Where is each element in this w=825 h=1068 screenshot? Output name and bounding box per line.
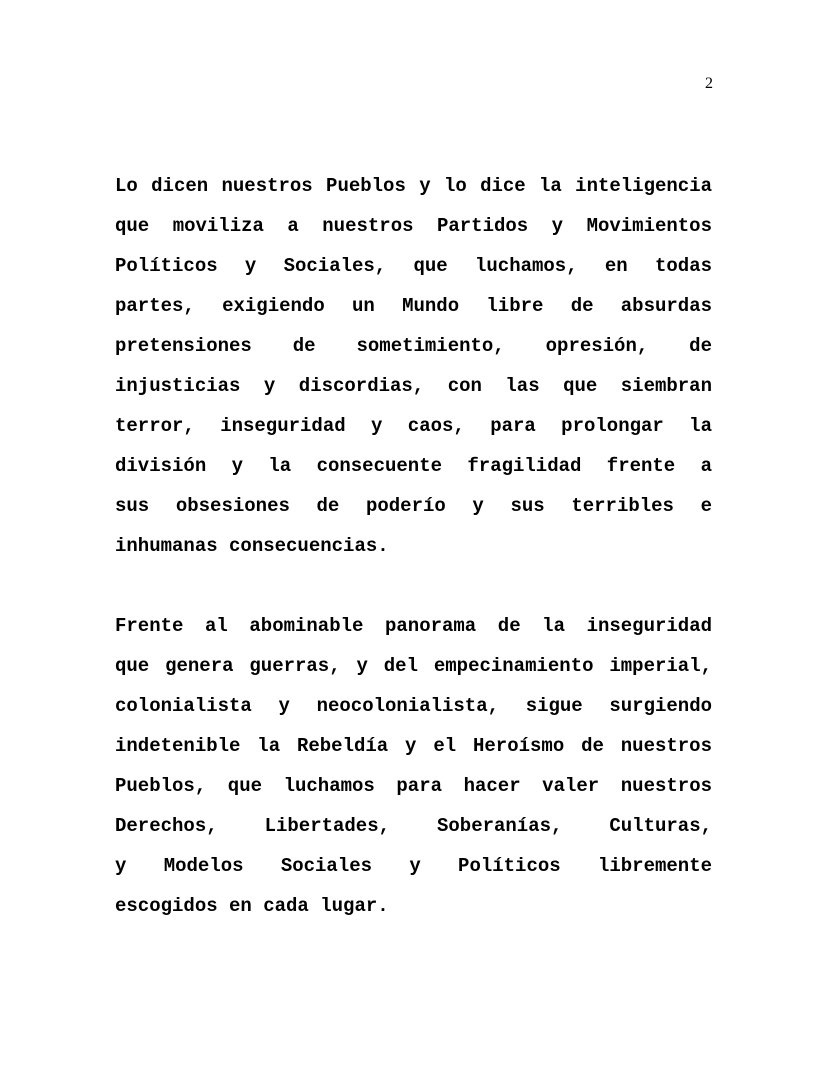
- paragraph-line: indetenible la Rebeldía y el Heroísmo de nuestros: [115, 735, 712, 757]
- paragraph-line: división y la consecuente fragilidad frente a: [115, 455, 712, 477]
- paragraph-line: terror, inseguridad y caos, para prolongar la: [115, 415, 712, 437]
- paragraph-line: y Modelos Sociales y Políticos libremente: [115, 855, 712, 877]
- paragraph-line: injusticias y discordias, con las que siembran: [115, 375, 712, 397]
- paragraph-line: que moviliza a nuestros Partidos y Movimientos: [115, 215, 712, 237]
- paragraph-line: que genera guerras, y del empecinamiento imperial,: [115, 655, 712, 677]
- paragraph-1: [115, 166, 712, 566]
- paragraph-line: Frente al abominable panorama de la inseguridad: [115, 615, 712, 637]
- paragraph-line: escogidos en cada lugar.: [115, 895, 389, 917]
- paragraph-line: Políticos y Sociales, que luchamos, en todas: [115, 255, 712, 277]
- paragraph-line: partes, exigiendo un Mundo libre de absurdas: [115, 295, 712, 317]
- paragraph-line: sus obsesiones de poderío y sus terribles e: [115, 495, 712, 517]
- paragraph-line: colonialista y neocolonialista, sigue surgiendo: [115, 695, 712, 717]
- paragraph-line: inhumanas consecuencias.: [115, 535, 389, 557]
- paragraph-line: pretensiones de sometimiento, opresión, de: [115, 335, 712, 357]
- paragraph-2: [115, 606, 712, 926]
- paragraph-line: Derechos, Libertades, Soberanías, Culturas,: [115, 815, 712, 837]
- paragraph-line: Lo dicen nuestros Pueblos y lo dice la inteligencia: [115, 175, 712, 197]
- page-number: 2: [705, 75, 713, 92]
- paragraph-line: Pueblos, que luchamos para hacer valer nuestros: [115, 775, 712, 797]
